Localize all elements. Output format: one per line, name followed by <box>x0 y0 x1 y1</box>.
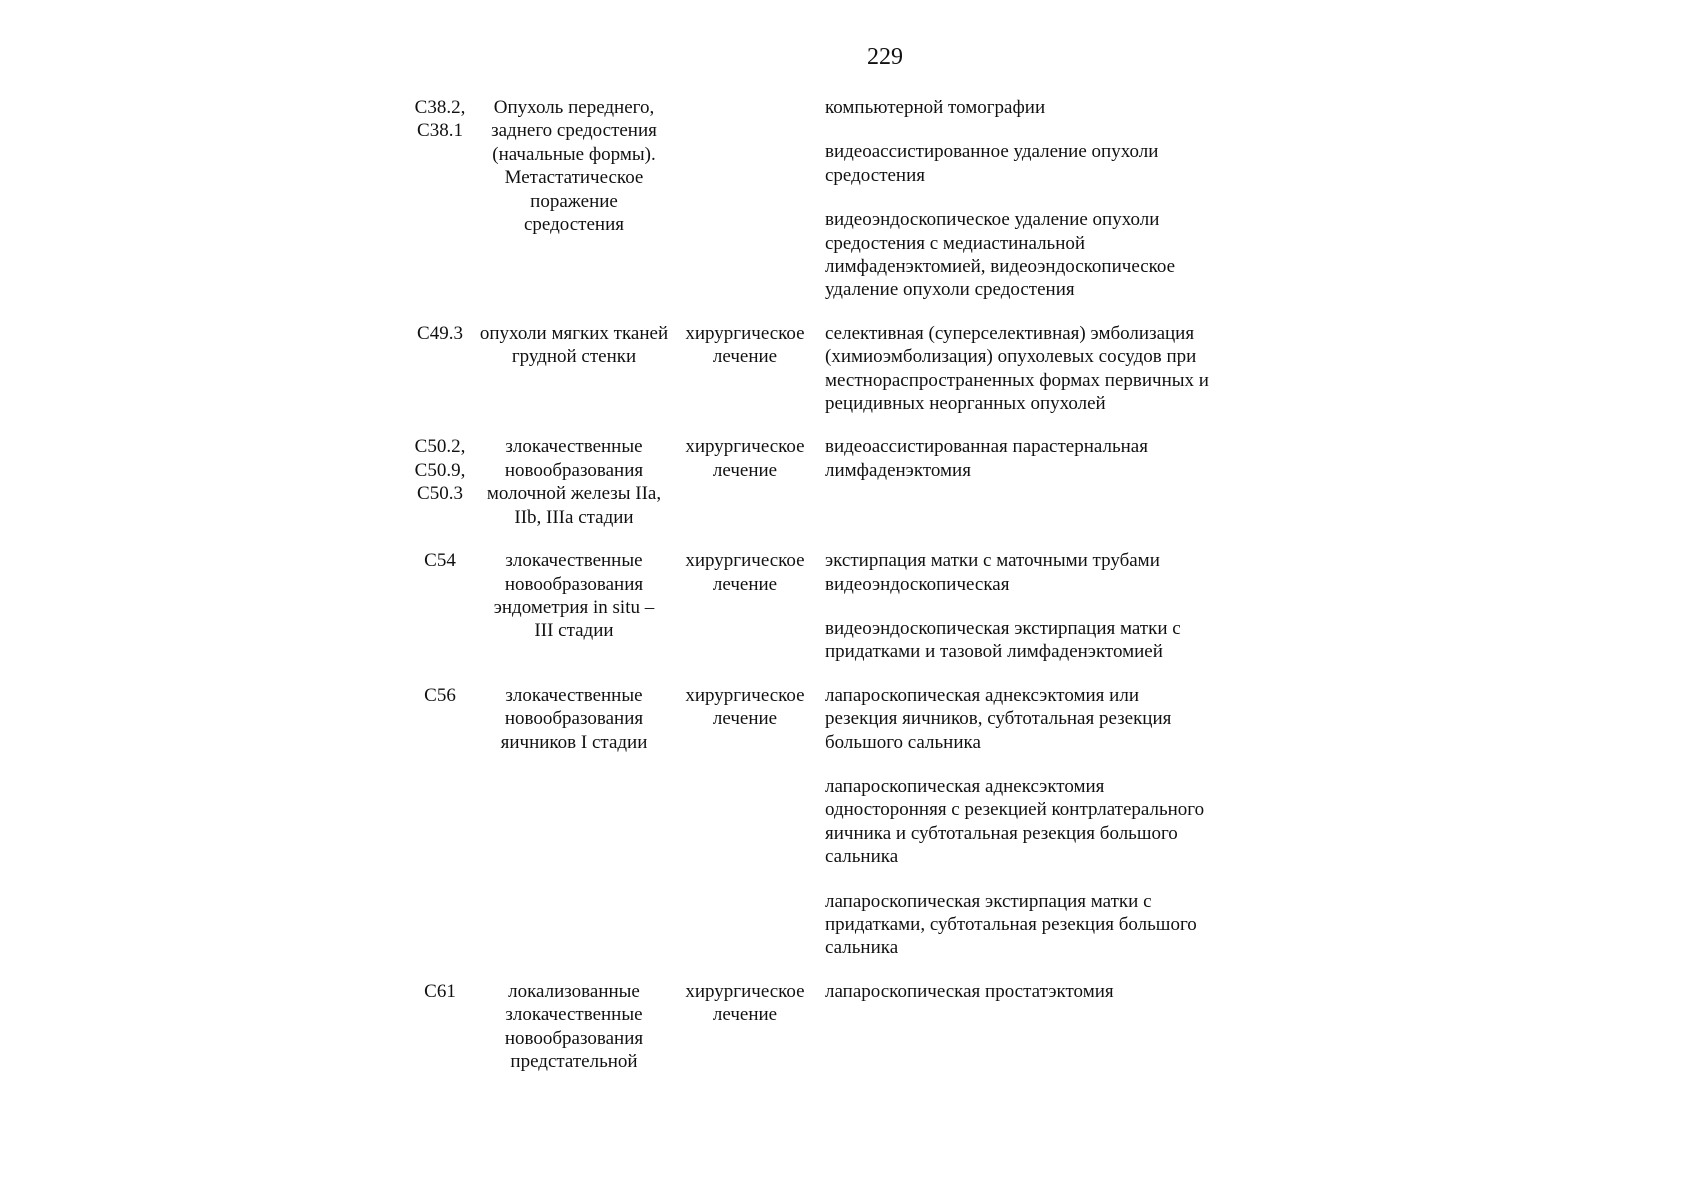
method-line: лапароскопическая аднексэктомия или <box>825 684 1139 706</box>
diagnosis-line: предстательной <box>510 1051 638 1072</box>
method-line: видеоассистированное удаление опухоли <box>825 141 1159 163</box>
treatment-method <box>825 140 1267 187</box>
icd-code-cell <box>407 96 473 143</box>
diagnosis-line: Метастатическое <box>504 167 644 189</box>
treatment-methods-cell <box>815 684 1267 960</box>
treatment-method <box>825 890 1267 960</box>
method-line: рецидивных неорганных опухолей <box>825 393 1106 415</box>
method-line: удаление опухоли средостения <box>825 279 1075 301</box>
method-line: резекция яичников, субтотальная резекция <box>825 708 1172 730</box>
treatment-type-line: хирургическое <box>685 980 805 1002</box>
method-line: яичника и субтотальная резекция большого <box>825 822 1178 844</box>
treatment-type-cell <box>675 980 815 1027</box>
treatment-type-line: лечение <box>712 459 778 481</box>
icd-code-line: C49.3 <box>417 322 463 344</box>
diagnosis-line: злокачественные <box>505 684 643 706</box>
treatment-method <box>825 684 1267 754</box>
method-line: лимфаденэктомия <box>825 459 971 481</box>
method-line: видеоэндоскопическое удаление опухоли <box>825 209 1160 231</box>
icd-code-line: C50.9, <box>414 459 466 481</box>
table-row <box>407 684 1267 960</box>
diagnosis-line: (начальные формы). <box>492 143 656 165</box>
diagnosis-line: III стадии <box>534 620 614 642</box>
page-number: 229 <box>867 44 903 70</box>
treatment-type-line: лечение <box>712 346 778 368</box>
method-line: придатками, субтотальная резекция большого <box>825 913 1197 935</box>
treatment-methods-cell <box>815 322 1267 416</box>
icd-code-cell <box>407 684 473 707</box>
treatment-method <box>825 96 1267 119</box>
icd-code-line: C56 <box>424 684 456 706</box>
treatment-method <box>825 980 1267 1003</box>
diagnosis-cell <box>473 980 675 1074</box>
method-line: средостения с медиастинальной <box>825 232 1086 254</box>
treatment-type-line: лечение <box>712 573 778 595</box>
icd-code-cell <box>407 322 473 345</box>
icd-code-line: C54 <box>424 550 456 572</box>
diagnosis-line: молочной железы IIa, <box>486 483 662 505</box>
method-line: лимфаденэктомией, видеоэндоскопическое <box>825 256 1176 278</box>
treatment-methods-cell <box>815 980 1267 1003</box>
diagnosis-line: новообразования <box>504 708 644 730</box>
diagnosis-cell <box>473 96 675 236</box>
medical-care-table <box>407 96 1267 1073</box>
icd-code-line: C50.3 <box>417 483 463 505</box>
treatment-method <box>825 322 1267 416</box>
diagnosis-line: опухоли мягких тканей <box>479 322 669 344</box>
diagnosis-line: новообразования <box>504 459 644 481</box>
table-row <box>407 96 1267 302</box>
method-line: средостения <box>825 164 926 186</box>
diagnosis-line: эндометрия in situ – <box>493 596 655 618</box>
icd-code-cell <box>407 435 473 505</box>
treatment-type-line: хирургическое <box>685 684 805 706</box>
table-row <box>407 435 1267 529</box>
method-line: сальника <box>825 937 899 959</box>
treatment-methods-cell <box>815 435 1267 482</box>
method-line: экстирпация матки с маточными трубами <box>825 550 1160 572</box>
icd-code-line: C38.2, <box>414 97 466 118</box>
diagnosis-line: грудной стенки <box>511 346 637 368</box>
diagnosis-line: злокачественные <box>505 436 643 458</box>
icd-code-cell <box>407 980 473 1003</box>
method-line: селективная (суперселективная) эмболизация <box>825 322 1195 344</box>
treatment-methods-cell <box>815 96 1267 302</box>
method-line: местнораспространенных формах первичных и <box>825 369 1209 391</box>
method-line: лапароскопическая экстирпация матки с <box>825 890 1152 912</box>
treatment-method <box>825 617 1267 664</box>
diagnosis-cell <box>473 322 675 369</box>
treatment-methods-cell <box>815 549 1267 664</box>
treatment-type-line: лечение <box>712 708 778 730</box>
method-line: видеоэндоскопическая экстирпация матки с <box>825 617 1181 639</box>
diagnosis-line: яичников I стадии <box>500 731 648 753</box>
method-line: видеоэндоскопическая <box>825 573 1010 595</box>
diagnosis-line: Опухоль переднего, <box>493 97 655 118</box>
icd-code-line: C61 <box>424 980 456 1002</box>
treatment-method <box>825 549 1267 596</box>
diagnosis-cell <box>473 435 675 529</box>
diagnosis-line: злокачественные <box>505 550 643 572</box>
treatment-method <box>825 435 1267 482</box>
diagnosis-line: новообразования <box>504 573 644 595</box>
method-line: сальника <box>825 846 899 868</box>
diagnosis-cell <box>473 684 675 754</box>
method-line: (химиоэмболизация) опухолевых сосудов при <box>825 346 1197 368</box>
diagnosis-line: средостения <box>523 214 624 236</box>
diagnosis-line: заднего средостения <box>491 120 657 142</box>
treatment-type-cell <box>675 322 815 369</box>
treatment-type-cell <box>675 435 815 482</box>
treatment-type-line: хирургическое <box>685 436 805 458</box>
icd-code-line: C38.1 <box>417 120 463 142</box>
diagnosis-line: поражение <box>530 190 618 212</box>
treatment-type-line: хирургическое <box>685 322 805 344</box>
diagnosis-line: новообразования <box>504 1027 644 1049</box>
diagnosis-line: IIb, IIIa стадии <box>514 506 634 528</box>
table-row <box>407 322 1267 416</box>
icd-code-line: C50.2, <box>414 436 466 458</box>
method-line: односторонняя с резекцией контрлатерального <box>825 799 1205 821</box>
table-row <box>407 980 1267 1074</box>
diagnosis-line: злокачественные <box>505 1004 643 1026</box>
diagnosis-cell <box>473 549 675 643</box>
treatment-type-cell <box>675 549 815 596</box>
icd-code-cell <box>407 549 473 572</box>
method-line: лапароскопическая аднексэктомия <box>825 775 1105 797</box>
treatment-method <box>825 208 1267 302</box>
treatment-method <box>825 775 1267 869</box>
method-line: большого сальника <box>825 731 981 753</box>
table-row <box>407 549 1267 664</box>
diagnosis-line: локализованные <box>508 980 640 1002</box>
method-line: видеоассистированная парастернальная <box>825 436 1148 458</box>
method-line: компьютерной томографии <box>825 97 1046 118</box>
treatment-type-line: лечение <box>712 1004 778 1026</box>
treatment-type-cell <box>675 684 815 731</box>
treatment-type-line: хирургическое <box>685 550 805 572</box>
method-line: лапароскопическая простатэктомия <box>825 980 1114 1002</box>
method-line: придатками и тазовой лимфаденэктомией <box>825 641 1163 663</box>
